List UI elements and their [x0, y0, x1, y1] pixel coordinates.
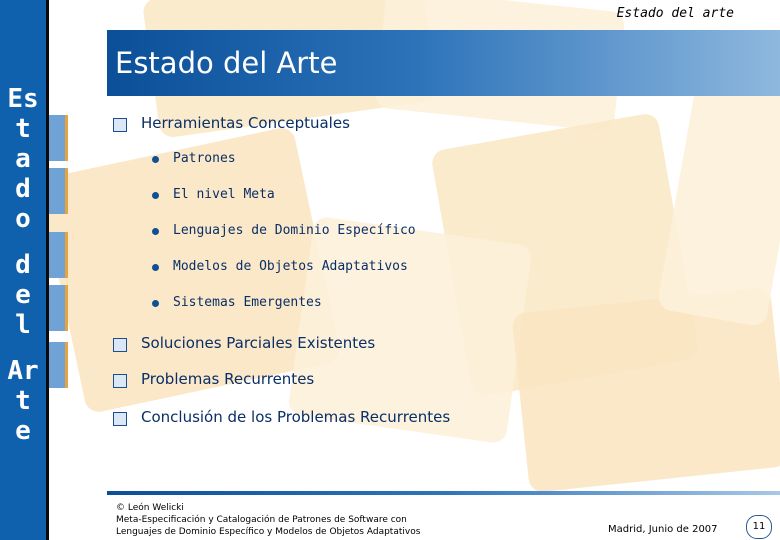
vertical-title-line: l: [15, 310, 31, 340]
vertical-title: [0, 84, 46, 446]
vertical-title-line: d: [15, 174, 31, 204]
bullet-item: Soluciones Parciales Existentes: [141, 334, 376, 352]
square-bullet-icon: [113, 374, 127, 388]
sub-bullet-item: Sistemas Emergentes: [173, 295, 322, 310]
dot-bullet-icon: [152, 300, 159, 307]
dot-bullet-icon: [152, 156, 159, 163]
square-bullet-icon: [113, 338, 127, 352]
vertical-title-line: t: [15, 386, 31, 416]
side-tab: [49, 342, 68, 388]
square-bullet-icon: [113, 412, 127, 426]
side-tab: [49, 232, 68, 278]
dot-bullet-icon: [152, 228, 159, 235]
page-number: 11: [746, 515, 772, 539]
vertical-title-line: Es: [7, 84, 39, 114]
vertical-title-line: e: [15, 416, 31, 446]
square-bullet-icon: [113, 118, 127, 132]
footer-divider: [107, 491, 780, 495]
dot-bullet-icon: [152, 264, 159, 271]
vertical-title-line: a: [15, 144, 31, 174]
slide-title: Estado del Arte: [115, 46, 338, 80]
vertical-title-line: Ar: [7, 356, 39, 386]
sub-bullet-item: El nivel Meta: [173, 187, 275, 202]
side-tab: [49, 115, 68, 161]
bullet-item: Problemas Recurrentes: [141, 370, 315, 388]
footer-date: Madrid, Junio de 2007: [608, 524, 718, 535]
section-label: Estado del arte: [616, 6, 734, 21]
footer-line: Meta-Especificación y Catalogación de Patrones de Software con: [116, 515, 407, 525]
sub-bullet-item: Patrones: [173, 151, 236, 166]
bullet-item: Herramientas Conceptuales: [141, 114, 350, 132]
side-tab: [49, 285, 68, 331]
vertical-title-line: d: [15, 250, 31, 280]
footer-line: Lenguajes de Dominio Específico y Modelos de Objetos Adaptativos: [116, 527, 421, 537]
bullet-item: Conclusión de los Problemas Recurrentes: [141, 408, 451, 426]
footer-author: © León Welicki: [116, 503, 184, 513]
dot-bullet-icon: [152, 192, 159, 199]
sub-bullet-item: Lenguajes de Dominio Específico: [173, 223, 416, 238]
footer-credits: [116, 502, 420, 538]
sub-bullet-item: Modelos de Objetos Adaptativos: [173, 259, 408, 274]
vertical-title-line: t: [15, 114, 31, 144]
side-tab: [49, 168, 68, 214]
vertical-title-line: e: [15, 280, 31, 310]
vertical-title-line: o: [15, 204, 31, 234]
